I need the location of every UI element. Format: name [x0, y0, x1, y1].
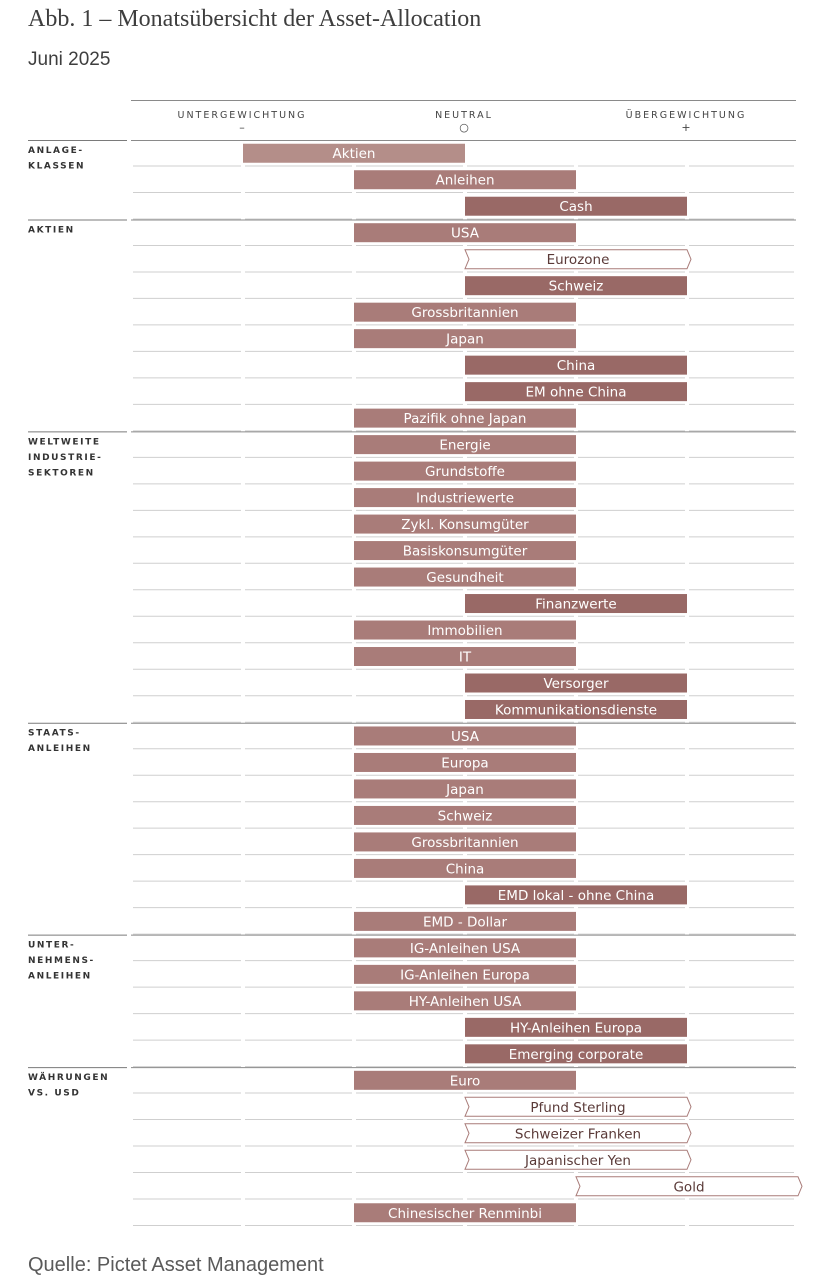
bar-label: IG-Anleihen Europa	[400, 967, 530, 984]
bar-label: Emerging corporate	[508, 1046, 644, 1063]
bar-label: Pazifik ohne Japan	[403, 411, 527, 428]
bar-label: Anleihen	[435, 172, 495, 189]
bar-label: IT	[458, 649, 472, 666]
bar-label: EMD lokal - ohne China	[497, 887, 655, 904]
group-label: AKTIEN	[28, 225, 75, 236]
bar-label: Grossbritannien	[411, 834, 519, 851]
group-label: NEHMENS-	[28, 956, 95, 967]
scale-symbol: +	[681, 121, 691, 134]
bar-label: Basiskonsumgüter	[402, 543, 528, 560]
bar-label: Immobilien	[427, 623, 503, 640]
bar-label: Japanischer Yen	[525, 1152, 631, 1169]
scale-symbol: –	[239, 121, 245, 134]
bar-label: Zykl. Konsumgüter	[401, 517, 529, 534]
bar-label: China	[556, 358, 596, 375]
chart-title: Abb. 1 – Monatsübersicht der Asset-Allocation	[28, 6, 482, 32]
bar-label: HY-Anleihen USA	[408, 993, 522, 1010]
group-label: ANLEIHEN	[28, 744, 92, 755]
scale-label: UNTERGEWICHTUNG	[177, 110, 307, 121]
bar-label: Grossbritannien	[411, 305, 519, 322]
bar-label: Gold	[673, 1179, 705, 1196]
scale-label: NEUTRAL	[435, 110, 493, 121]
bar-label: USA	[451, 225, 479, 242]
bar-label: Aktien	[332, 146, 376, 163]
group-label: WELTWEITE	[28, 437, 101, 448]
bar-label: Kommunikationsdienste	[494, 702, 658, 719]
bar-label: USA	[451, 728, 479, 745]
group-label: STAATS-	[28, 728, 81, 739]
bar-label: Grundstoffe	[425, 464, 505, 481]
chart-subtitle: Juni 2025	[28, 49, 111, 70]
scale-label: ÜBERGEWICHTUNG	[625, 110, 747, 121]
bar-label: EM ohne China	[525, 384, 627, 401]
group-label: ANLAGE-	[28, 146, 84, 156]
bar-label: Energie	[439, 437, 491, 454]
bar-label: Europa	[441, 755, 489, 772]
bar-label: EMD - Dollar	[422, 914, 508, 931]
source-note: Quelle: Pictet Asset Management	[28, 1254, 324, 1276]
bar-label: Schweizer Franken	[514, 1126, 642, 1143]
group-label: UNTER-	[28, 940, 76, 951]
group-label: SEKTOREN	[28, 468, 95, 479]
bar-label: Industriewerte	[415, 490, 515, 507]
bar-label: Finanzwerte	[535, 596, 617, 613]
bar-label: Chinesischer Renminbi	[388, 1205, 542, 1222]
bar-label: HY-Anleihen Europa	[509, 1020, 643, 1037]
bar-label: IG-Anleihen USA	[409, 940, 521, 957]
scale-symbol: ○	[459, 121, 469, 134]
group-label: INDUSTRIE-	[28, 452, 103, 463]
group-label: ANLEIHEN	[28, 971, 92, 982]
bar-label: Gesundheit	[426, 570, 504, 587]
group-label: KLASSEN	[28, 161, 86, 172]
bar-label: Versorger	[543, 676, 609, 692]
group-label: WÄHRUNGEN	[28, 1073, 110, 1084]
bar-label: Japan	[446, 331, 484, 348]
bar-label: Schweiz	[437, 808, 493, 825]
bar-label: Pfund Sterling	[530, 1099, 626, 1116]
bar-label: Cash	[559, 199, 593, 216]
group-label: VS. USD	[28, 1088, 81, 1099]
bar-label: Eurozone	[546, 252, 610, 269]
bar-label: Japan	[446, 781, 484, 798]
bar-label: Euro	[449, 1073, 481, 1090]
bar-label: China	[445, 861, 485, 878]
bar-label: Schweiz	[548, 278, 604, 295]
